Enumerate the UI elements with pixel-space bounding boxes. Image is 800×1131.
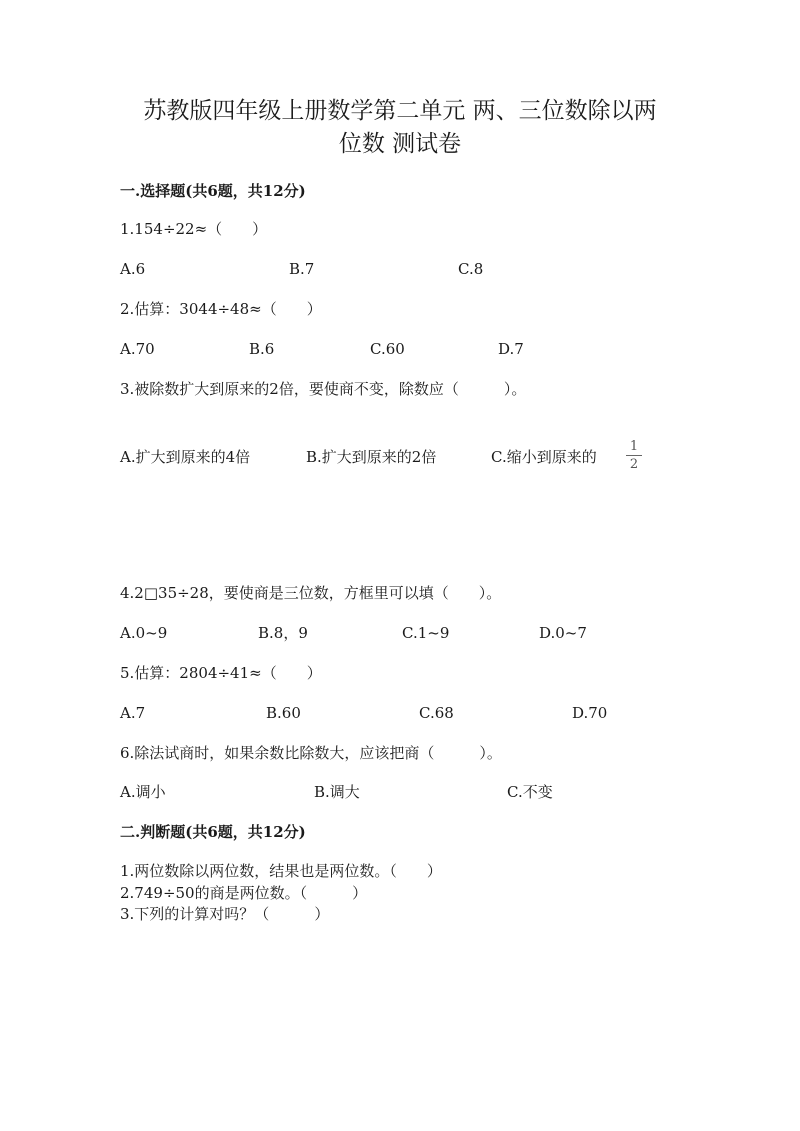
judgement-item-2: 2.749÷50的商是两位数。（ ） (120, 884, 368, 902)
question-6-option-b: B.调大 (314, 783, 360, 801)
question-2-option-d: D.7 (498, 340, 524, 358)
judgement-item-3: 3.下列的计算对吗？（ ） (120, 905, 330, 923)
question-6-stem: 6.除法试商时，如果余数比除数大，应该把商（ ）。 (120, 744, 502, 762)
question-2-option-b: B.6 (249, 340, 275, 358)
question-1-option-a: A.6 (120, 260, 146, 278)
section-heading-choice: 一.选择题(共6题，共12分) (120, 182, 306, 200)
question-5-option-a: A.7 (120, 704, 146, 722)
question-2-option-c: C.60 (370, 340, 405, 358)
question-5-option-d: D.70 (572, 704, 608, 722)
question-3-option-b: B.扩大到原来的2倍 (306, 448, 437, 466)
question-4-option-b: B.8，9 (258, 624, 308, 642)
question-4-option-c: C.1~9 (402, 624, 450, 642)
document-title-line-2: 位数 测试卷 (338, 131, 462, 157)
question-4-option-a: A.0~9 (120, 624, 168, 642)
question-4-stem: 4.2□35÷28，要使商是三位数，方框里可以填（ ）。 (120, 584, 502, 602)
question-5-stem: 5.估算：2804÷41≈（ ） (120, 664, 322, 682)
question-1-stem: 1.154÷22≈（ ） (120, 220, 268, 238)
question-3-stem: 3.被除数扩大到原来的2倍，要使商不变，除数应（ ）。 (120, 380, 527, 398)
question-3-option-a: A.扩大到原来的4倍 (120, 448, 251, 466)
fraction-denominator: 2 (629, 457, 639, 472)
section-heading-judgement: 二.判断题(共6题，共12分) (120, 823, 306, 841)
question-1-option-b: B.7 (289, 260, 315, 278)
question-4-option-d: D.0~7 (539, 624, 587, 642)
fraction-bar (626, 455, 642, 456)
question-6-option-a: A.调小 (120, 783, 166, 801)
question-6-option-c: C.不变 (507, 783, 553, 801)
document-title-line-1: 苏教版四年级上册数学第二单元 两、三位数除以两 (143, 98, 657, 124)
question-3-option-c: C.缩小到原来的 (491, 448, 597, 466)
question-2-stem: 2.估算：3044÷48≈（ ） (120, 300, 322, 318)
question-5-option-b: B.60 (266, 704, 301, 722)
judgement-item-1: 1.两位数除以两位数，结果也是两位数。（ ） (120, 862, 442, 880)
fraction-numerator: 1 (629, 439, 639, 454)
question-5-option-c: C.68 (419, 704, 454, 722)
fraction-one-half (626, 440, 642, 472)
question-2-option-a: A.70 (120, 340, 155, 358)
question-1-option-c: C.8 (458, 260, 484, 278)
